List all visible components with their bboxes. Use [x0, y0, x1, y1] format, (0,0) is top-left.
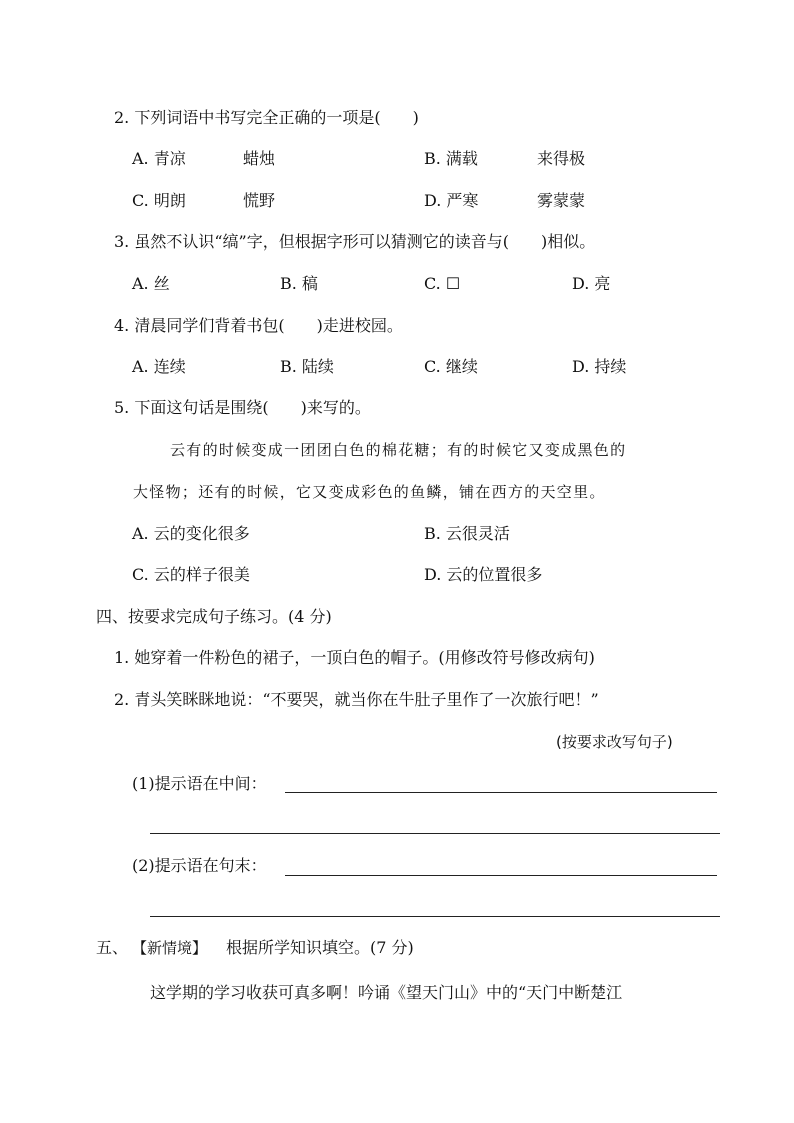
- q3-option-a: A. 丝: [132, 274, 170, 293]
- q5-passage-line-2: 大怪物；还有的时候，它又变成彩色的鱼鳞，铺在西方的天空里。: [133, 483, 606, 501]
- q2-option-b: B. 满载: [424, 149, 478, 168]
- section-5-heading: 根据所学知识填空。(7 分): [226, 938, 414, 957]
- rewrite-2-answer-line[interactable]: [285, 875, 717, 876]
- rewrite-2-label: (2)提示语在句末：: [132, 856, 267, 875]
- rewrite-1-answer-line[interactable]: [285, 792, 717, 793]
- section-5-heading-number: 五、: [96, 938, 129, 957]
- q3-option-d: D. 亮: [572, 274, 611, 293]
- question-2-stem: 2. 下列词语中书写完全正确的一项是( ): [114, 108, 419, 127]
- question-3-stem: 3. 虽然不认识“缟”字，但根据字形可以猜测它的读音与( )相似。: [114, 232, 596, 251]
- q4-option-b: B. 陆续: [280, 357, 334, 376]
- q4-option-d: D. 持续: [572, 357, 627, 376]
- q2-option-a-word2: 蜡烛: [243, 149, 276, 168]
- q3-option-b: B. 稿: [280, 274, 318, 293]
- q2-option-d: D. 严寒: [424, 191, 479, 210]
- q5-option-d: D. 云的位置很多: [424, 565, 543, 584]
- question-5-stem: 5. 下面这句话是围绕( )来写的。: [114, 398, 371, 417]
- q5-option-c: C. 云的样子很美: [132, 565, 250, 584]
- q5-passage-line-1: 云有的时候变成一团团白色的棉花糖；有的时候它又变成黑色的: [170, 441, 627, 459]
- section-4-heading: 四、按要求完成句子练习。(4 分): [96, 607, 332, 626]
- section-4-sentence-2: 2. 青头笑眯眯地说：“不要哭，就当你在牛肚子里作了一次旅行吧！”: [114, 690, 599, 709]
- q2-option-c: C. 明朗: [132, 191, 186, 210]
- section-4-sentence-1: 1. 她穿着一件粉色的裙子，一顶白色的帽子。(用修改符号修改病句): [114, 648, 595, 667]
- q2-option-d-word2: 雾蒙蒙: [537, 191, 586, 210]
- q3-option-c: C. ☐: [424, 274, 461, 293]
- q5-option-a: A. 云的变化很多: [132, 524, 250, 543]
- rewrite-2-answer-line-2[interactable]: [150, 916, 720, 917]
- section-5-body-text: 这学期的学习收获可真多啊！吟诵《望天门山》中的“天门中断楚江: [150, 983, 623, 1002]
- q2-option-b-word2: 来得极: [537, 149, 586, 168]
- q2-option-c-word2: 慌野: [243, 191, 276, 210]
- q4-option-a: A. 连续: [132, 357, 186, 376]
- section-5-context-tag: 【新情境】: [132, 939, 208, 957]
- section-4-sentence-2-note: (按要求改写句子): [556, 733, 673, 751]
- q5-option-b: B. 云很灵活: [424, 524, 510, 543]
- rewrite-1-label: (1)提示语在中间：: [132, 774, 267, 793]
- rewrite-1-answer-line-2[interactable]: [150, 833, 720, 834]
- q2-option-a: A. 青凉: [132, 149, 186, 168]
- question-4-stem: 4. 清晨同学们背着书包( )走进校园。: [114, 316, 403, 335]
- q4-option-c: C. 继续: [424, 357, 478, 376]
